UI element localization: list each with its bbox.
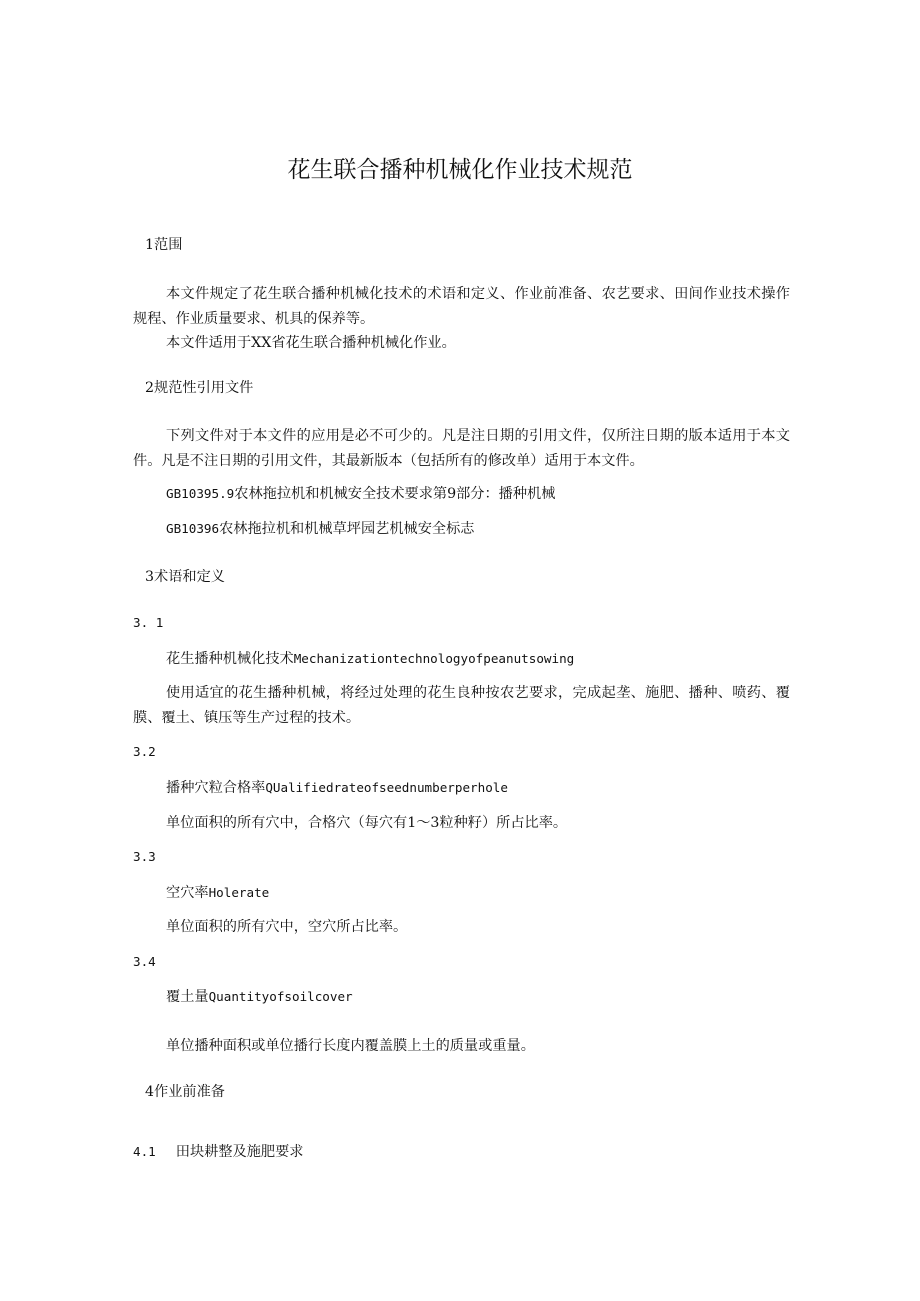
term-number: 3.2 [133,744,156,759]
term-definition: 单位面积的所有穴中，空穴所占比率。 [166,919,408,935]
term-name-en: Quantityofsoilcover [208,989,353,1004]
subsection-title: 田块耕整及施肥要求 [175,1144,304,1160]
term-name-cn: 空穴率 [166,885,209,901]
document-title: 花生联合播种机械化作业技术规范 [287,157,633,183]
reference-title: 农林拖拉机和机械草坪园艺机械安全标志 [219,521,475,537]
term-name-en: Holerate [208,885,270,900]
term-name-cn: 花生播种机械化技术 [166,651,294,667]
section-heading-preparation: 4作业前准备 [145,1084,225,1100]
term-name-en: Mechanizationtechnologyofpeanutsowing [293,651,575,666]
section-heading-scope: 1范围 [145,237,183,253]
subsection-number: 4.1 [133,1144,156,1159]
term-entry [166,990,353,1004]
term-entry [166,886,269,900]
term-entry [166,652,574,666]
term-definition: 单位播种面积或单位播行长度内覆盖膜上土的质量或重量。 [166,1038,535,1054]
section-heading-references: 2规范性引用文件 [145,380,254,396]
reference-code: GB10395.9 [166,486,235,501]
term-name-cn: 播种穴粒合格率 [166,780,266,796]
scope-paragraph-2: 本文件适用于XX省花生联合播种机械化作业。 [166,335,456,351]
term-definition: 单位面积的所有穴中，合格穴（每穴有1～3粒种籽）所占比率。 [166,815,568,831]
term-entry [166,781,508,795]
term-number: 3.3 [133,849,156,864]
references-paragraph: 下列文件对于本文件的应用是必不可少的。凡是注日期的引用文件，仅所注日期的版本适用于本文件。凡是不注日期的引用文件，其最新版本（包括所有的修改单）适用于本文件。 [133,428,790,469]
reference-item-2 [166,522,474,536]
section-heading-terms: 3术语和定义 [145,569,225,585]
term-name-en: QUalifiedrateofseednumberperhole [265,780,508,795]
term-number: 3.4 [133,954,156,969]
term-number: 3. 1 [133,615,164,630]
subsection-heading [133,1145,303,1159]
term-definition: 使用适宜的花生播种机械，将经过处理的花生良种按农艺要求，完成起垄、施肥、播种、喷药、覆膜、覆土、镇压等生产过程的技术。 [133,685,790,726]
reference-title: 农林拖拉机和机械安全技术要求第9部分：播种机械 [234,486,556,502]
scope-paragraph-1: 本文件规定了花生联合播种机械化技术的术语和定义、作业前准备、农艺要求、田间作业技术操作规程、作业质量要求、机具的保养等。 [133,286,790,327]
reference-item-1 [166,487,555,501]
reference-code: GB10396 [166,521,220,536]
term-name-cn: 覆土量 [166,989,209,1005]
